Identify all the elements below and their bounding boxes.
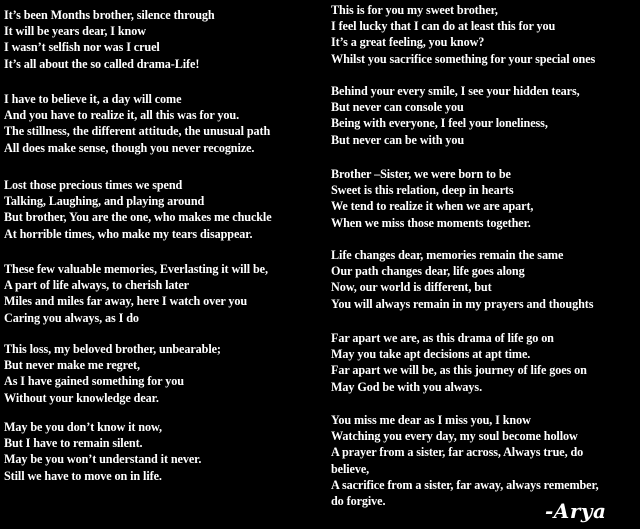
stanza (4, 177, 272, 242)
stanza (4, 341, 221, 406)
poem-line: Our path changes dear, life goes along (331, 264, 525, 279)
poem-line: We tend to realize it when we are apart, (331, 199, 534, 214)
poem-line: But never can be with you (331, 132, 465, 147)
poem-line: It’s been Months brother, silence through (4, 8, 215, 22)
poem-line: This loss, my beloved brother, unbearable; (4, 342, 221, 356)
poem-line: May be you don’t know it now, (4, 420, 162, 434)
poem-line: But never make me regret, (4, 358, 140, 373)
poem-line: Lost those precious times we spend (4, 178, 183, 192)
poem-line: A sacrifice from a sister, far away, always remember, (331, 477, 599, 492)
poem-line: All does make sense, though you never recognize. (4, 140, 255, 155)
poem-line: Life changes dear, memories remain the same (331, 248, 564, 262)
stanza (331, 83, 580, 148)
poem-line: It’s a great feeling, you know? (331, 35, 485, 50)
poem-line: Whilst you sacrifice something for your special ones (331, 51, 596, 66)
poem-line: Being with everyone, I feel your loneliness, (331, 116, 548, 131)
poem-line: Without your knowledge dear. (4, 390, 159, 405)
poem-line: When we miss those moments together. (331, 215, 531, 230)
poem-line: It will be years dear, I know (4, 24, 146, 39)
poem-line: At horrible times, who make my tears disappear. (4, 226, 253, 241)
poem-line: Far apart we will be, as this journey of life goes on (331, 363, 587, 378)
poem-line: But brother, You are the one, who makes me chuckle (4, 210, 272, 225)
poem-line: And you have to realize it, all this was for you. (4, 108, 240, 123)
stanza (331, 412, 599, 509)
poem-line: The stillness, the different attitude, the unusual path (4, 124, 271, 139)
poem-line: Now, our world is different, but (331, 280, 492, 295)
poem-line: You miss me dear as I miss you, I know (331, 413, 531, 427)
poem-line: May be you won’t understand it never. (4, 452, 202, 467)
stanza (4, 261, 268, 326)
poem-line: These few valuable memories, Everlasting it will be, (4, 262, 268, 276)
poem-line: Far apart we are, as this drama of life go on (331, 331, 554, 345)
poem-line: Brother –Sister, we were born to be (331, 167, 511, 181)
poem-line: You will always remain in my prayers and thoughts (331, 296, 594, 311)
poem-line: It’s all about the so called drama-Life! (4, 56, 200, 71)
poem-line: believe, (331, 461, 370, 476)
poem-line: Still we have to move on in life. (4, 468, 162, 483)
poem-line: Behind your every smile, I see your hidden tears, (331, 84, 580, 98)
stanza (331, 2, 595, 67)
poem-line: Sweet is this relation, deep in hearts (331, 183, 514, 198)
stanza (4, 91, 270, 156)
poem-line: May God be with you always. (331, 379, 483, 394)
stanza (4, 419, 201, 484)
stanza (4, 7, 215, 72)
poem-line: Watching you every day, my soul become hollow (331, 429, 578, 444)
poem-line: As I have gained something for you (4, 374, 184, 389)
poem-line: I wasn’t selfish nor was I cruel (4, 40, 160, 55)
poem-line: Talking, Laughing, and playing around (4, 194, 205, 209)
stanza (331, 330, 587, 395)
poem-line: Miles and miles far away, here I watch over you (4, 294, 248, 309)
stanza (331, 166, 533, 231)
poem-line: May you take apt decisions at apt time. (331, 347, 531, 362)
poem-line: do forgive. (331, 494, 386, 509)
poem-line: Caring you always, as I do (4, 310, 139, 325)
stanza (331, 247, 593, 312)
poem-line: I have to believe it, a day will come (4, 92, 182, 106)
poem-line: But I have to remain silent. (4, 436, 143, 451)
poem-line: A prayer from a sister, far across, Always true, do (331, 445, 584, 460)
poem-line: This is for you my sweet brother, (331, 3, 498, 17)
author-signature: -Arya (545, 499, 607, 523)
poem-line: But never can console you (331, 100, 464, 115)
poem-line: I feel lucky that I can do at least this for you (331, 19, 556, 34)
poem-line: A part of life always, to cherish later (4, 278, 189, 293)
